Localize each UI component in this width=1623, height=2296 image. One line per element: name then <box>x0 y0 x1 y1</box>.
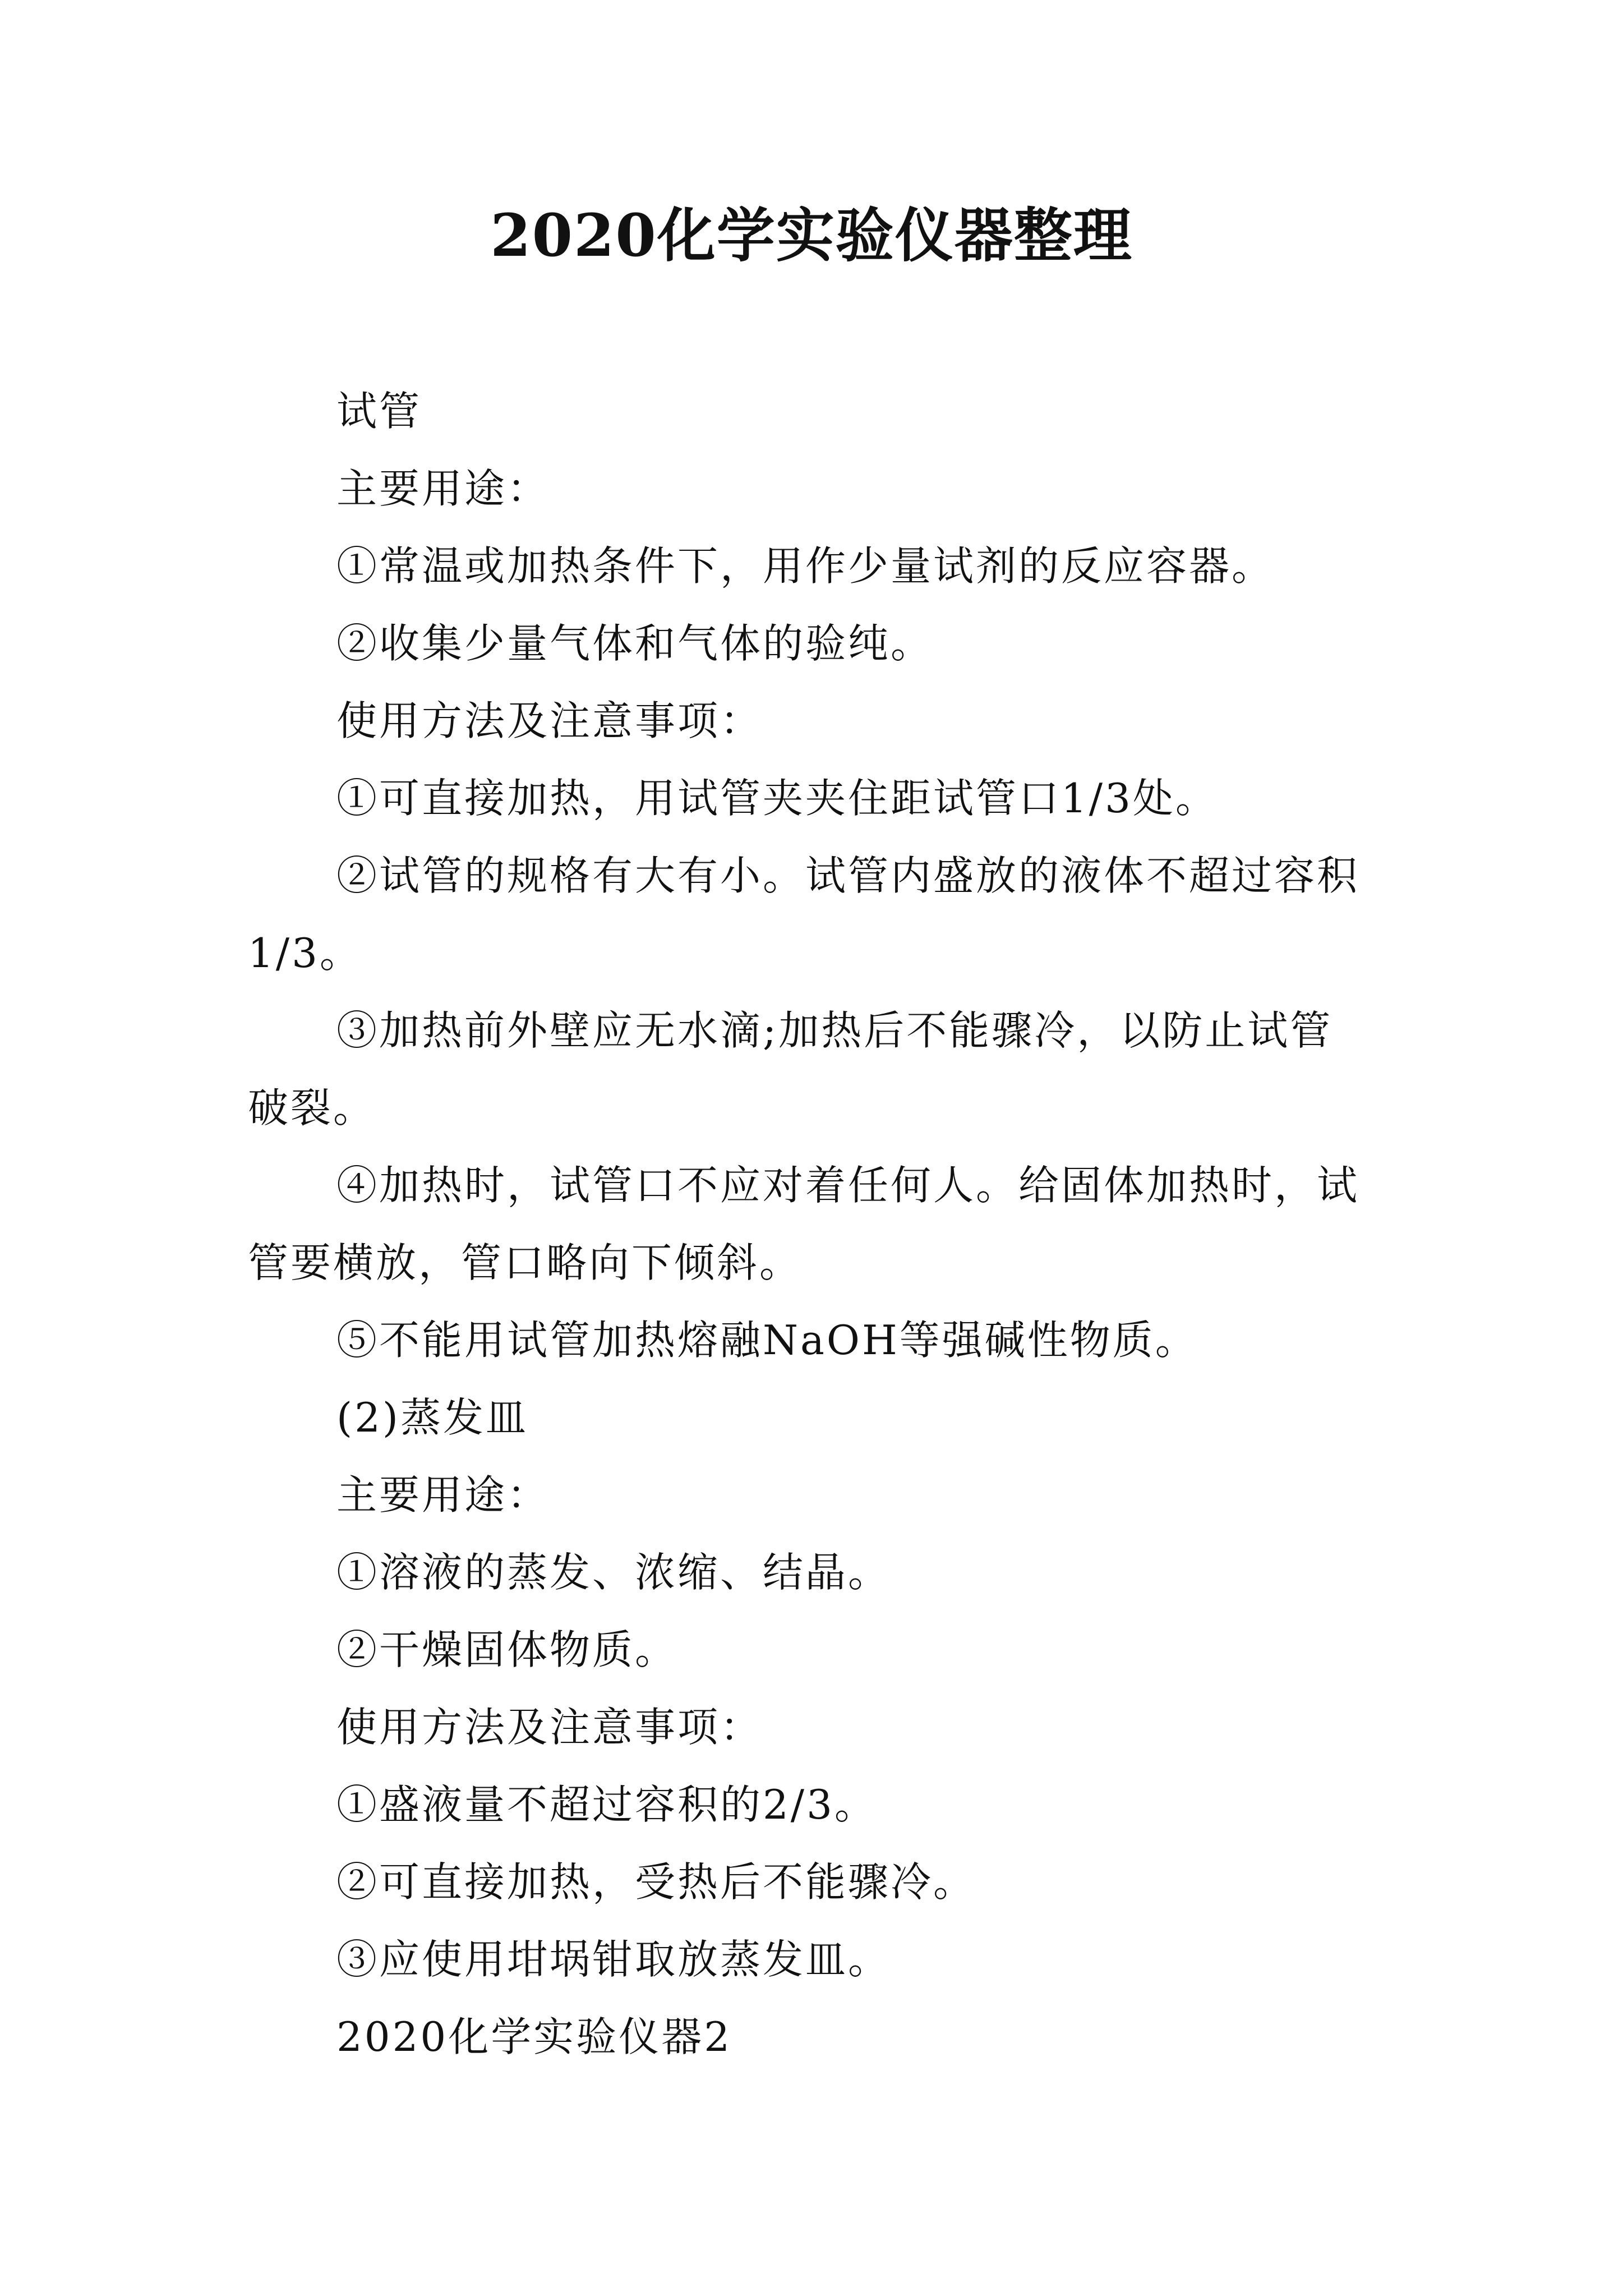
paragraph: ②可直接加热，受热后不能骤冷。 <box>336 1858 976 1906</box>
paragraph: 试管 <box>336 388 422 435</box>
paragraph: 使用方法及注意事项： <box>336 697 763 744</box>
paragraph: ④加热时，试管口不应对着任何人。给固体加热时，试管要横放，管口略向下倾斜。 <box>248 1162 1360 1286</box>
paragraph: ③加热前外壁应无水滴;加热后不能骤冷，以防止试管破裂。 <box>248 1007 1333 1131</box>
paragraph: ①溶液的蒸发、浓缩、结晶。 <box>336 1549 891 1596</box>
paragraph: (2)蒸发皿 <box>336 1394 528 1441</box>
paragraph: ②干燥固体物质。 <box>336 1626 678 1673</box>
document-title: 2020化学实验仪器整理 <box>490 201 1133 270</box>
paragraph: ③应使用坩埚钳取放蒸发皿。 <box>336 1936 891 1983</box>
document-body <box>248 372 1375 2076</box>
paragraph: ①盛液量不超过容积的2/3。 <box>336 1781 877 1828</box>
paragraph: ②试管的规格有大有小。试管内盛放的液体不超过容积1/3。 <box>248 852 1360 977</box>
paragraph: 使用方法及注意事项： <box>336 1704 763 1751</box>
paragraph: 主要用途： <box>336 1471 550 1519</box>
paragraph: 主要用途： <box>336 465 550 512</box>
paragraph: 2020化学实验仪器2 <box>336 2013 732 2060</box>
paragraph: ①常温或加热条件下，用作少量试剂的反应容器。 <box>336 542 1275 590</box>
paragraph: ②收集少量气体和气体的验纯。 <box>336 620 934 667</box>
paragraph: ①可直接加热，用试管夹夹住距试管口1/3处。 <box>336 775 1218 822</box>
paragraph: ⑤不能用试管加热熔融NaOH等强碱性物质。 <box>336 1317 1198 1364</box>
